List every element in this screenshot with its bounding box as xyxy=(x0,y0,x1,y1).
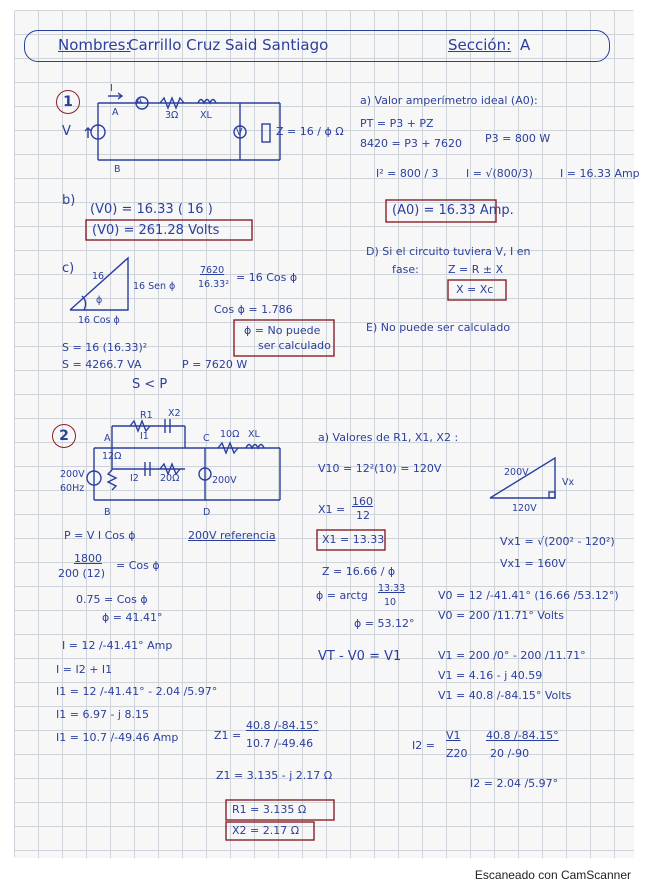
p1d-line1: D) Si el circuito tuviera V, I en xyxy=(366,245,531,258)
p2-phi-result: ϕ = 53.12° xyxy=(354,617,415,630)
p2-power-eq: P = V I Cos ϕ xyxy=(64,529,136,542)
p2-frac-rhs: = Cos ϕ xyxy=(116,559,160,572)
p2-i1-b: I1 = 6.97 - j 8.15 xyxy=(56,708,149,721)
voltmeter2-label: 200V xyxy=(212,475,237,486)
p2-tri-base: 120V xyxy=(512,503,537,514)
p2-i2-num2: 40.8 /-84.15° xyxy=(486,729,559,742)
p2-v10: V10 = 12²(10) = 120V xyxy=(318,462,442,475)
p2-x2-result: X2 = 2.17 Ω xyxy=(232,824,300,837)
node-c-label: C xyxy=(203,433,210,444)
p1c-p: P = 7620 W xyxy=(182,358,248,371)
p1a-line5: I = √(800/3) xyxy=(466,167,533,180)
p1b-line1: (V0) = 16.33 ( 16 ) xyxy=(90,202,213,217)
r20-label: 20Ω xyxy=(160,473,180,484)
p2-v1-c: V1 = 40.8 /-84.15° Volts xyxy=(438,689,572,702)
tri-opp-label: 16 Sen ϕ xyxy=(133,281,176,292)
p2-frac-num: 1800 xyxy=(74,552,102,565)
p1d-line2: fase: xyxy=(392,263,419,276)
p1c-s2: S = 4266.7 VA xyxy=(62,358,142,371)
p2-x1-result: X1 = 13.33 xyxy=(322,533,385,546)
r1-label: R1 xyxy=(140,410,153,421)
p1d-line3: Z = R ± X xyxy=(448,263,504,276)
i1-label: I1 xyxy=(140,431,149,442)
p1a-line1: PT = P3 + PZ xyxy=(360,117,434,130)
p1c-note2: ser calculado xyxy=(258,339,331,352)
freq-label: 60Hz xyxy=(60,483,85,494)
p1a-line4: I² = 800 / 3 xyxy=(376,167,439,180)
p2-tri-hyp: 200V xyxy=(504,467,529,478)
node-a-label: A xyxy=(112,107,119,118)
nombres-label: Nombres: xyxy=(58,36,131,54)
p1a-title: a) Valor amperímetro ideal (A0): xyxy=(360,94,538,107)
p2a-title: a) Valores de R1, X1, X2 : xyxy=(318,431,459,444)
voltmeter-label: V xyxy=(236,127,243,138)
p2-vx1-a: Vx1 = √(200² - 120²) xyxy=(500,535,615,548)
p1c-s3: S < P xyxy=(132,377,168,392)
problem-1-number: 1 xyxy=(56,90,80,114)
seccion-value: A xyxy=(520,36,531,54)
p2-z1-result: Z1 = 3.135 - j 2.17 Ω xyxy=(216,769,333,782)
p2-phi-arctg: ϕ = arctg xyxy=(316,589,368,602)
p2-v0-a: V0 = 12 /-41.41° (16.66 /53.12°) xyxy=(438,589,619,602)
reactance-label: XL xyxy=(200,110,212,121)
p2-i2-den2: 20 /-90 xyxy=(490,747,530,760)
impedance-label: Z = 16 / ϕ Ω xyxy=(276,125,344,138)
p2-tri-side: Vx xyxy=(562,477,575,488)
p2-z1-num: 40.8 /-84.15° xyxy=(246,719,319,732)
student-name: Carrillo Cruz Said Santiago xyxy=(128,36,329,54)
p2-i1-a: I1 = 12 /-41.41° - 2.04 /5.97° xyxy=(56,685,218,698)
p1c-label: c) xyxy=(62,261,75,276)
p2-current: I = 12 /-41.41° Amp xyxy=(62,639,173,652)
p2-v1-b: V1 = 4.16 - j 40.59 xyxy=(438,669,543,682)
p1a-line2: 8420 = P3 + 7620 xyxy=(360,137,463,150)
p2-x1-den: 12 xyxy=(356,509,370,522)
p2-vt-eq: VT - V0 = V1 xyxy=(318,649,402,664)
p1c-frac-num: 7620 xyxy=(200,265,225,276)
p1c-frac-rhs: = 16 Cos ϕ xyxy=(236,271,298,284)
p1b-label: b) xyxy=(62,193,76,208)
p2-frac-den: 200 (12) xyxy=(58,567,106,580)
p2-phi-den: 10 xyxy=(384,597,397,608)
p2-reference: 200V referencia xyxy=(188,529,276,542)
p2-vx1-b: Vx1 = 160V xyxy=(500,557,566,570)
p1a-line3: P3 = 800 W xyxy=(485,132,551,145)
x2-label: X2 xyxy=(168,408,181,419)
p2-cos: 0.75 = Cos ϕ xyxy=(76,593,148,606)
p2-i2-num1: V1 xyxy=(446,729,461,742)
p2-z1-lhs: Z1 = xyxy=(214,729,242,742)
node-b2-label: B xyxy=(104,507,111,518)
r12-label: 12Ω xyxy=(102,451,122,462)
p1c-s1: S = 16 (16.33)² xyxy=(62,341,148,354)
node-b-label: B xyxy=(114,164,121,175)
xl-label: XL xyxy=(248,429,260,440)
r10-label: 10Ω xyxy=(220,429,240,440)
p2-i2-lhs: I2 = xyxy=(412,739,435,752)
current-label: I xyxy=(110,83,113,94)
p2-v1-a: V1 = 200 /0° - 200 /11.71° xyxy=(438,649,586,662)
node-d-label: D xyxy=(203,507,211,518)
problem-2-number: 2 xyxy=(52,424,76,448)
source-label: V xyxy=(62,124,71,139)
p1b-result: (V0) = 261.28 Volts xyxy=(92,223,220,238)
p1a-line6: I = 16.33 Amp xyxy=(560,167,640,180)
p1e-line1: E) No puede ser calculado xyxy=(366,321,511,334)
ammeter-label: A xyxy=(136,96,143,107)
p1a-result: (A0) = 16.33 Amp. xyxy=(392,203,514,218)
resistor-label: 3Ω xyxy=(165,110,179,121)
p1c-frac-den: 16.33² xyxy=(198,279,230,290)
p2-z: Z = 16.66 / ϕ xyxy=(322,565,396,578)
p2-v0-b: V0 = 200 /11.71° Volts xyxy=(438,609,564,622)
source2-label: 200V xyxy=(60,469,85,480)
i2-label: I2 xyxy=(130,473,139,484)
p2-i2-result: I2 = 2.04 /5.97° xyxy=(470,777,559,790)
p1d-result: X = Xc xyxy=(456,283,494,296)
p2-z1-den: 10.7 /-49.46 xyxy=(246,737,314,750)
tri-angle-label: ϕ xyxy=(96,295,103,306)
p2-x1-num: 160 xyxy=(352,495,373,508)
tri-hyp-label: 16 xyxy=(92,271,105,282)
scanner-watermark: Escaneado con CamScanner xyxy=(474,868,631,882)
p1c-cos: Cos ϕ = 1.786 xyxy=(214,303,293,316)
p2-phi: ϕ = 41.41° xyxy=(102,611,163,624)
seccion-label: Sección: xyxy=(448,36,512,54)
p2-r1-result: R1 = 3.135 Ω xyxy=(232,803,307,816)
node-a2-label: A xyxy=(104,433,111,444)
p2-i1-c: I1 = 10.7 /-49.46 Amp xyxy=(56,731,179,744)
p1c-note1: ϕ = No puede xyxy=(244,324,321,337)
p2-phi-num: 13.33 xyxy=(378,583,406,594)
p2-i2-den1: Z20 xyxy=(446,747,468,760)
tri-adj-label: 16 Cos ϕ xyxy=(78,315,120,326)
p2-current-sum: I = I2 + I1 xyxy=(56,663,113,676)
p2-x1-lhs: X1 = xyxy=(318,503,346,516)
